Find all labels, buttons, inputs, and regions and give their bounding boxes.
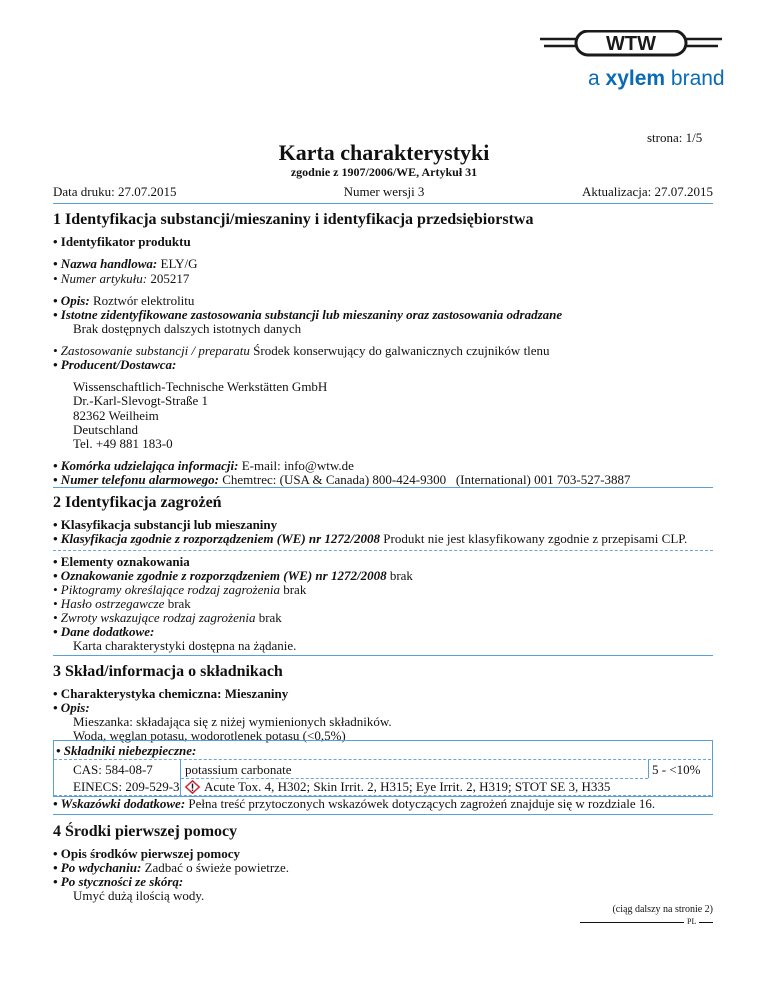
substance-concentration: 5 - <10% (652, 762, 701, 777)
address-street: Dr.-Karl-Slevogt-Straße 1 (73, 393, 209, 408)
pictograms-line: • Piktogramy określające rodzaj zagrożenia brak (53, 582, 307, 597)
classification-label: • Klasyfikacja substancji lub mieszaniny (53, 517, 278, 532)
product-identifier-label: • Identyfikator produktu (53, 234, 191, 249)
document-title: Karta charakterystyki (278, 140, 490, 165)
hazardous-components-label: • Składniki niebezpieczne: (56, 743, 197, 758)
einecs-number: EINECS: 209-529-3 (73, 779, 180, 794)
skin-contact-label: • Po styczności ze skórą: (53, 874, 184, 889)
document-subtitle: zgodnie z 1907/2006/WE, Artykuł 31 (290, 165, 478, 179)
composition-description-label: • Opis: (53, 700, 90, 715)
section-4-heading: 4 Środki pierwszej pomocy (53, 823, 238, 840)
section-1-divider (53, 487, 713, 488)
update-date: Aktualizacja: 27.07.2015 (581, 184, 713, 199)
substance-classification: Acute Tox. 4, H302; Skin Irrit. 2, H315; Eye Irrit. 2, H319; STOT SE 3, H335 (204, 779, 611, 794)
application-line: • Zastosowanie substancji / preparatu Środek konserwujący do galwanicznych czujników tlenu (53, 343, 550, 358)
labelling-line: • Oznakowanie zgodnie z rozporządzeniem (WE) nr 1272/2008 brak (53, 568, 413, 583)
additional-hints-line: • Wskazówki dodatkowe: Pełna treść przytoczonych wskazówek dotyczących zagrożeń znajduje się w rozdziale 16. (53, 796, 656, 811)
table-concentration-separator (648, 760, 649, 778)
table-header-divider (54, 759, 711, 760)
page-number: strona: 1/5 (647, 130, 703, 145)
substance-name: potassium carbonate (185, 762, 292, 777)
producer-label: • Producent/Dostawca: (53, 357, 177, 372)
section-3-divider (53, 814, 713, 815)
section-2-divider (53, 655, 713, 656)
emergency-line: • Numer telefonu alarmowego: Chemtrec: (USA & Canada) 800-424-9300 (International) 001 703-527-3887 (53, 472, 631, 487)
section-1-heading: 1 Identyfikacja substancji/mieszaniny i identyfikacja przedsiębiorstwa (53, 211, 534, 228)
article-number-line: • Numer artykułu: 205217 (53, 271, 190, 286)
svg-text:WTW: WTW (606, 33, 656, 55)
additional-data-label: • Dane dodatkowe: (53, 624, 155, 639)
classification-regulation-line: • Klasyfikacja zgodnie z rozporządzeniem (WE) nr 1272/2008 Produkt nie jest klasyfikowany zgodnie z przepisami CLP. (53, 531, 688, 546)
chemical-characterization: • Charakterystyka chemiczna: Mieszaniny (53, 686, 289, 701)
composition-description-1: Mieszanka: składająca się z niżej wymienionych składników. (73, 714, 392, 729)
address-company: Wissenschaftlich-Technische Werkstätten GmbH (73, 379, 328, 394)
header-divider (53, 203, 713, 204)
address-city: 82362 Weilheim (73, 408, 159, 423)
inhalation-line: • Po wdychaniu: Zadbać o świeże powietrze. (53, 860, 289, 875)
uses-value: Brak dostępnych dalszych istotnych danych (73, 321, 302, 336)
address-country: Deutschland (73, 422, 138, 437)
section-3-heading: 3 Skład/informacja o składnikach (53, 663, 283, 680)
language-code: PL (684, 917, 699, 927)
description-line: • Opis: Roztwór elektrolitu (53, 293, 195, 308)
continued-note: (ciąg dalszy na stronie 2) (612, 904, 713, 915)
uses-label: • Istotne zidentyfikowane zastosowania substancji lub mieszaniny oraz zastosowania odradzane (53, 307, 563, 322)
xylem-brand-tagline: a xylem brand (588, 67, 725, 90)
label-elements-label: • Elementy oznakowania (53, 554, 190, 569)
section-2-dashed-divider (53, 550, 713, 551)
first-aid-measures-label: • Opis środków pierwszej pomocy (53, 846, 241, 861)
trade-name-line: • Nazwa handlowa: ELY/G (53, 256, 198, 271)
address-phone: Tel. +49 881 183-0 (73, 436, 173, 451)
signal-word-line: • Hasło ostrzegawcze brak (53, 596, 191, 611)
version-number: Numer wersji 3 (343, 184, 425, 199)
hazard-statements-line: • Zwroty wskazujące rodzaj zagrożenia brak (53, 610, 282, 625)
section-2-heading: 2 Identyfikacja zagrożeń (53, 494, 222, 511)
info-line: • Komórka udzielająca informacji: E-mail: info@wtw.de (53, 458, 354, 473)
additional-data-value: Karta charakterystyki dostępna na żądanie. (73, 638, 297, 653)
cas-number: CAS: 584-08-7 (73, 762, 153, 777)
exclamation-diamond-icon (185, 780, 200, 794)
composition-description-2: Woda, węglan potasu, wodorotlenek potasu (<0,5%) (73, 728, 346, 743)
skin-contact-value: Umyć dużą ilością wody. (73, 888, 205, 903)
print-date: Data druku: 27.07.2015 (53, 184, 177, 199)
